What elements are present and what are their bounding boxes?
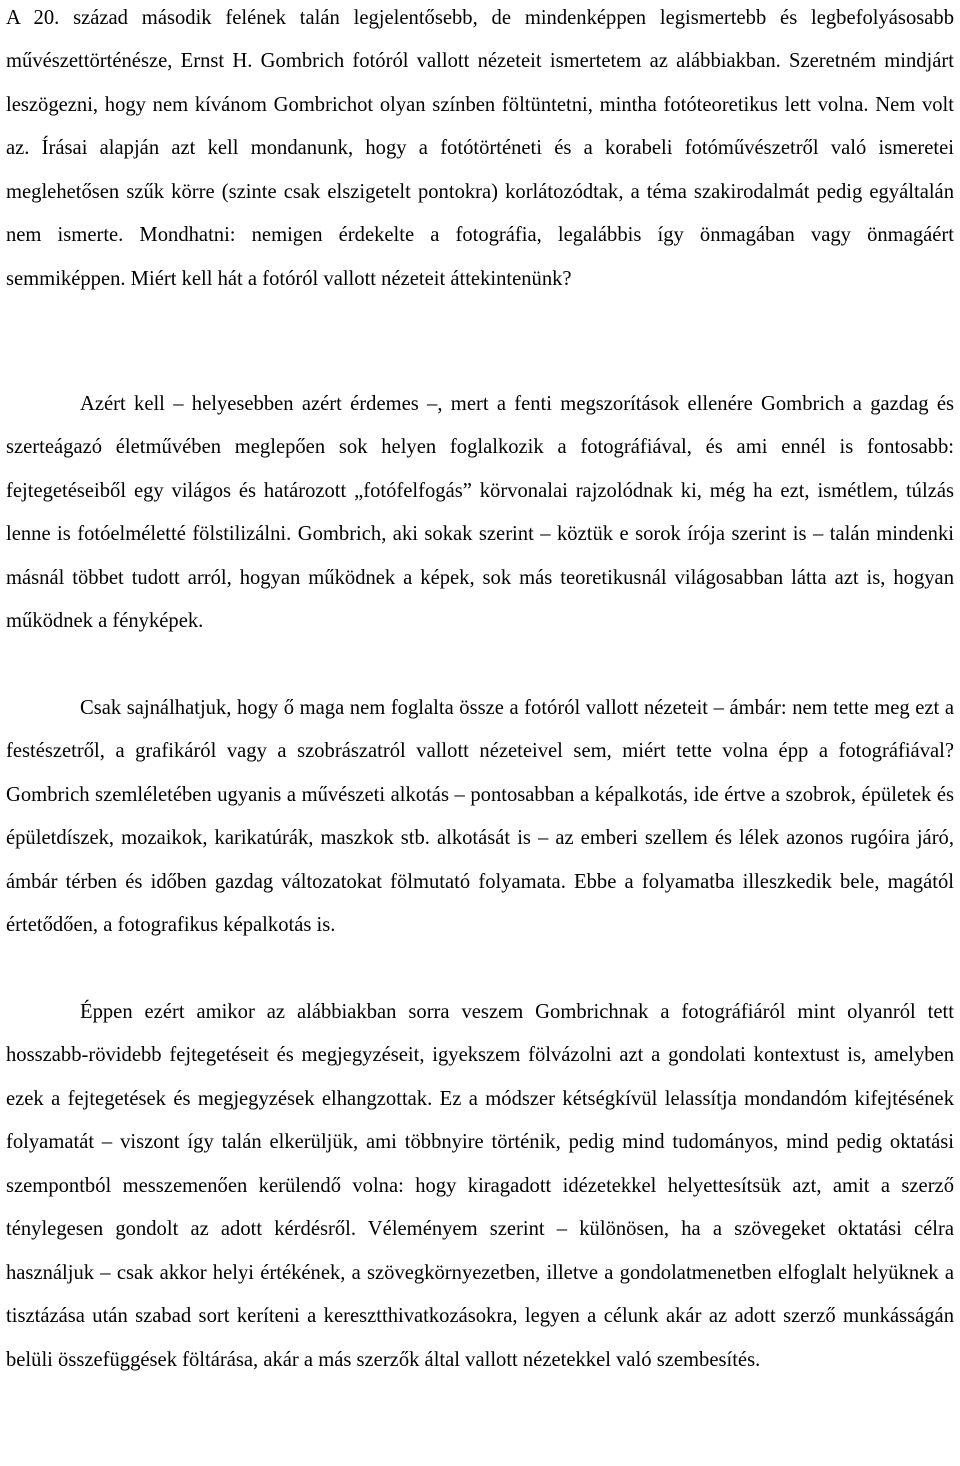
paragraph-intro: A 20. század második felének talán legjelentősebb, de mindenképpen legismertebb és legbefolyásosabb művészettörténésze, Ernst H. Gombrich fotóról vallott nézeteit ismertetem az alábbiakban. Szeretném mindjárt leszögezni, hogy nem kívánom Gombrichot olyan színben föltüntetni, mintha fotóteoretikus lett volna. Nem volt az. Írásai alapján azt kell mondanunk, hogy a fotótörténeti és a korabeli fotóművészetről való ismeretei meglehetősen szűk körre (szinte csak elszigetelt pontokra) korlátozódtak, a téma szakirodalmát pedig egyáltalán nem ismerte. Mondhatni: nemigen érdekelte a fotográfia, legalábbis így önmagában vagy önmagáért semmiképpen. Miért kell hát a fotóról vallott nézeteit áttekintenünk? <box>6 7 954 290</box>
paragraph-method: Éppen ezért amikor az alábbiakban sorra veszem Gombrichnak a fotográfiáról mint olyanról tett hosszabb-rövidebb fejtegetéseit és megjegyzéseit, igyekszem fölvázolni azt a gondolati kontextust is, amelyben ezek a fejtegetések és megjegyzések elhangzottak. Ez a módszer kétségkívül lelassítja mondandóm kifejtésének folyamatát – viszont így talán elkerüljük, ami többnyire történik, pedig mind tudományos, mind pedig oktatási szempontból messzemenően kerülendő volna: hogy kiragadott idézetekkel helyettesítsük azt, amit a szerző ténylegesen gondolt az adott kérdésről. Véleményem szerint – különösen, ha a szövegeket oktatási célra használjuk – csak akkor helyi értékének, a szövegkörnyezetben, illetve a gondolatmenetben elfoglalt helyüknek a tisztázása után szabad sort keríteni a keresztthivatkozásokra, legyen a célunk akár az adott szerző munkásságán belüli összefüggések föltárása, akár a más szerzők által vallott nézetekkel való szembesítés. <box>6 1001 954 1371</box>
paragraph-reason: Azért kell – helyesebben azért érdemes –, mert a fenti megszorítások ellenére Gombrich a gazdag és szerteágazó életművében meglepően sok helyen foglalkozik a fotográfiával, és ami ennél is fontosabb: fejtegetéseiből egy világos és határozott „fotófelfogás” körvonalai rajzolódnak ki, még ha ezt, ismétlem, túlzás lenne is fotóelméletté fölstilizálni. Gombrich, aki sokak szerint – köztük e sorok írója szerint is – talán mindenki másnál többet tudott arról, hogyan működnek a képek, sok más teoretikusnál világosabban látta azt is, hogyan működnek a fényképek. <box>6 393 954 633</box>
paragraph-regret: Csak sajnálhatjuk, hogy ő maga nem foglalta össze a fotóról vallott nézeteit – ámbár: nem tette meg ezt a festészetről, a grafikáról vagy a szobrászatról vallott nézeteivel sem, miért tette volna épp a fotográfiával? Gombrich szemléletében ugyanis a művészeti alkotás – pontosabban a képalkotás, ide értve a szobrok, épületek és épületdíszek, mozaikok, karikatúrák, maszkok stb. alkotását is – az emberi szellem és lélek azonos rugóira járó, ámbár térben és időben gazdag változatokat fölmutató folyamata. Ebbe a folyamatba illeszkedik bele, magától értetődően, a fotografikus képalkotás is. <box>6 697 954 937</box>
